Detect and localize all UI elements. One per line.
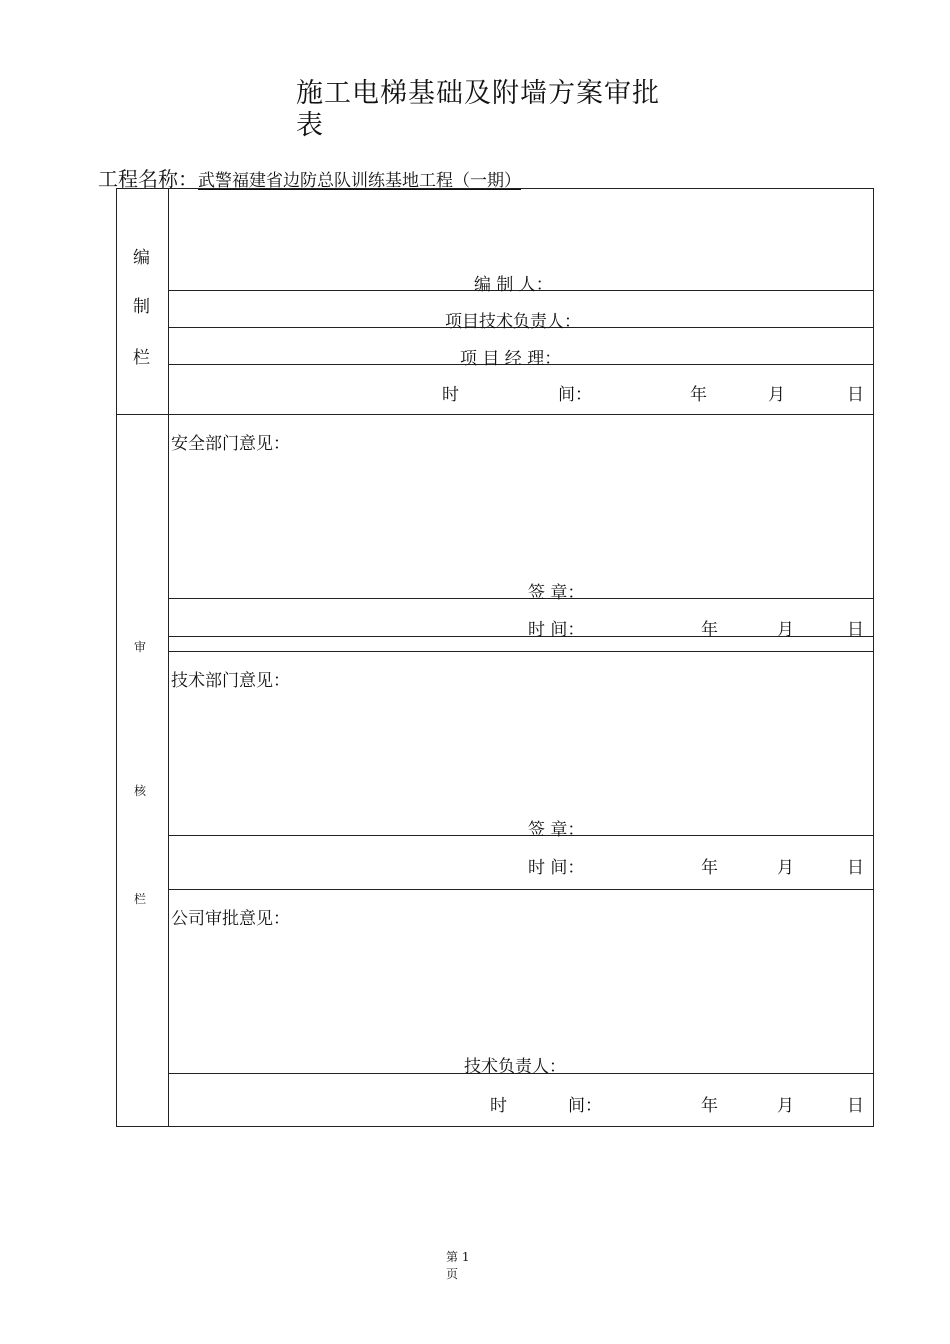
- page-number: [446, 1249, 469, 1283]
- safety-sign-label: 签 章：: [528, 583, 585, 603]
- manager-label: 项 目 经 理：: [460, 349, 562, 369]
- company-year: 年: [701, 1096, 718, 1116]
- compile-year: 年: [690, 385, 707, 405]
- row-divider: [168, 636, 873, 637]
- table-border-left: [116, 188, 117, 1127]
- safety-opinion-label: 安全部门意见：: [171, 434, 290, 454]
- company-time-label-2: 间：: [568, 1096, 602, 1116]
- technical-time-label: 时 间：: [528, 858, 585, 878]
- row-divider: [168, 651, 873, 652]
- technical-sign-label: 签 章：: [528, 820, 585, 840]
- compile-day: 日: [847, 385, 864, 405]
- table-border-right: [873, 188, 874, 1127]
- technical-opinion-label: 技术部门意见：: [171, 671, 290, 691]
- page-number-line2: 页: [446, 1267, 459, 1281]
- safety-year: 年: [701, 620, 718, 640]
- review-side-char: 核: [134, 784, 147, 798]
- review-side-char: 栏: [134, 892, 147, 906]
- technical-month: 月: [777, 858, 794, 878]
- project-label: 工程名称：: [98, 167, 198, 191]
- compiler-label: 编 制 人：: [474, 275, 553, 295]
- tech-lead-label: 项目技术负责人：: [445, 312, 581, 332]
- compile-month: 月: [768, 385, 785, 405]
- section-divider: [116, 414, 873, 415]
- safety-month: 月: [777, 620, 794, 640]
- company-sign-label: 技术负责人：: [464, 1057, 566, 1077]
- table-border-top: [116, 188, 873, 189]
- page-title: 施工电梯基础及附墙方案审批表: [296, 78, 660, 141]
- compile-time-label: 时: [442, 385, 459, 405]
- safety-time-label: 时 间：: [528, 620, 585, 640]
- technical-year: 年: [701, 858, 718, 878]
- company-time-label: 时: [490, 1096, 507, 1116]
- page-number-line1: 第 1: [446, 1250, 470, 1264]
- row-divider: [168, 835, 873, 836]
- company-day: 日: [847, 1096, 864, 1116]
- compile-side-char: 制: [133, 297, 150, 317]
- project-name: 武警福建省边防总队训练基地工程（一期）: [198, 171, 521, 191]
- compile-side-char: 栏: [133, 348, 150, 368]
- company-month: 月: [777, 1096, 794, 1116]
- compile-time-label-2: 间：: [558, 385, 592, 405]
- technical-day: 日: [847, 858, 864, 878]
- table-column-divider: [168, 188, 169, 1127]
- review-side-char: 审: [134, 640, 147, 654]
- compile-side-char: 编: [133, 248, 150, 268]
- row-divider: [168, 598, 873, 599]
- row-divider: [168, 889, 873, 890]
- company-opinion-label: 公司审批意见：: [171, 909, 290, 929]
- safety-day: 日: [847, 620, 864, 640]
- table-border-bottom: [116, 1126, 873, 1127]
